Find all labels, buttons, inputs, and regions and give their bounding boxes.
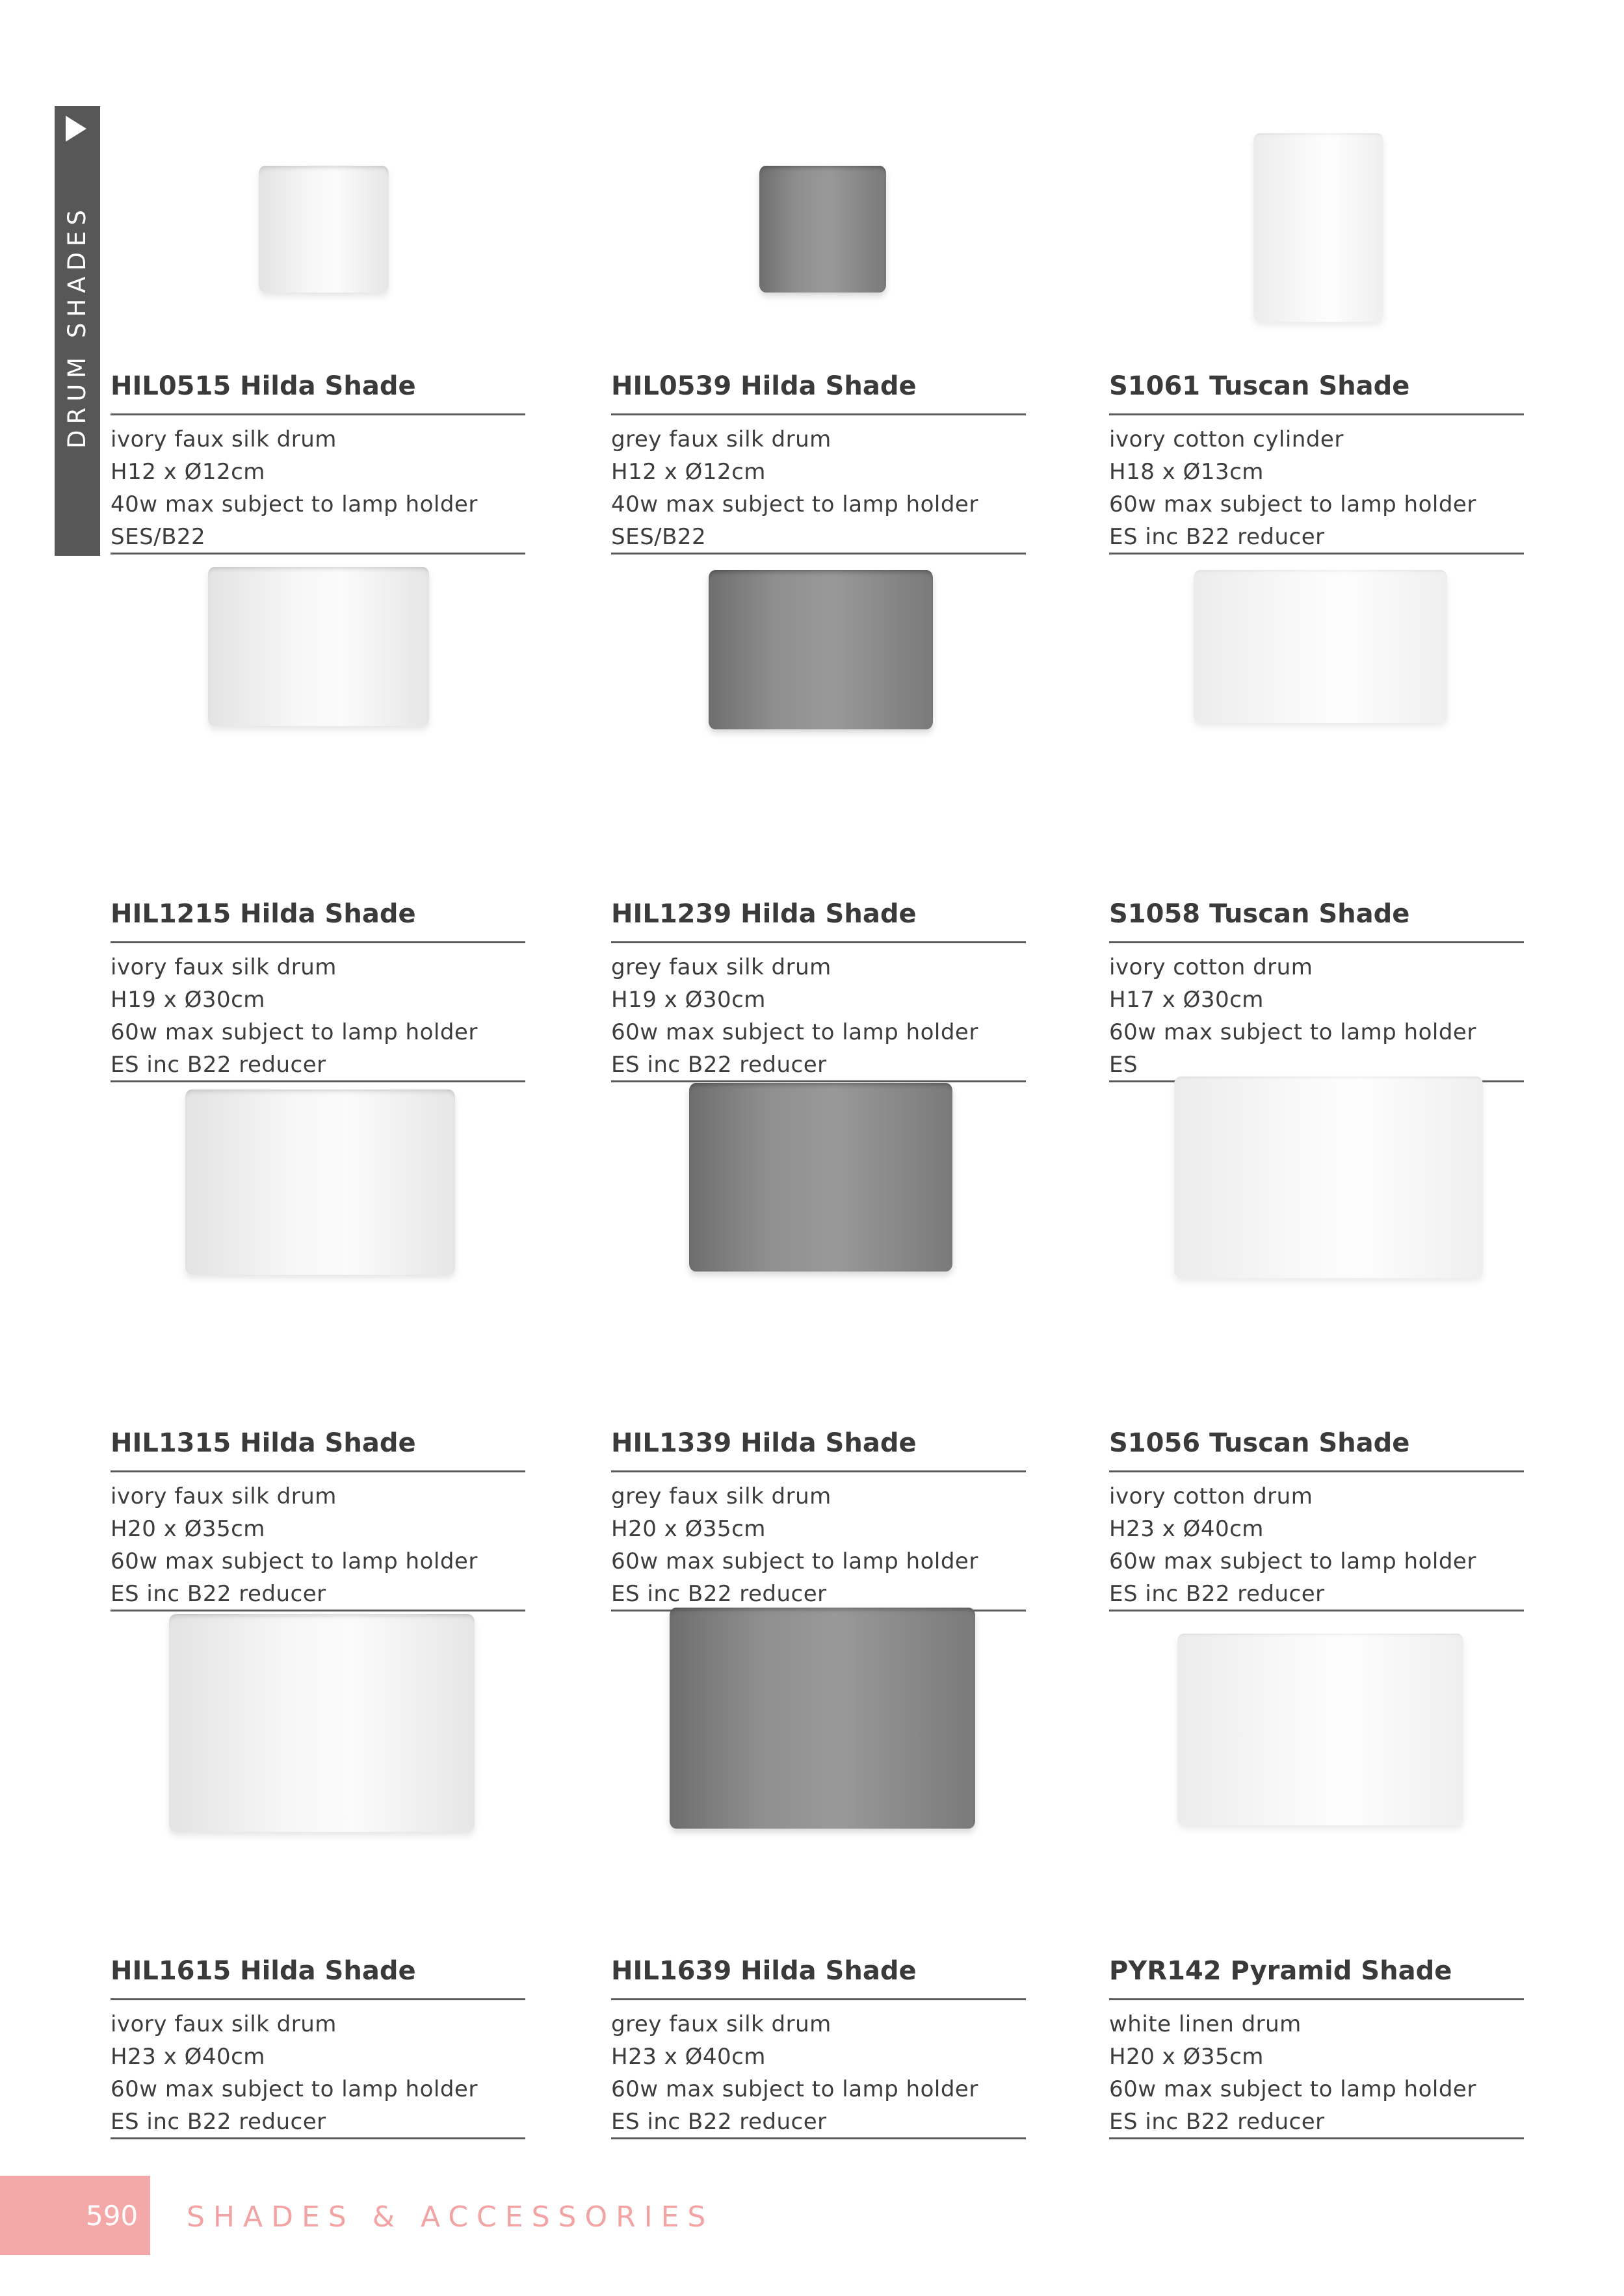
spec-bottom-divider xyxy=(1109,2137,1524,2139)
product-image xyxy=(169,1614,475,1832)
product-title: HIL1239 Hilda Shade xyxy=(611,899,917,929)
product-spec-line: grey faux silk drum xyxy=(611,426,832,452)
spec-bottom-divider xyxy=(611,2137,1026,2139)
title-divider xyxy=(611,1470,1026,1472)
product-image xyxy=(1174,1076,1483,1278)
product-spec-line: ES inc B22 reducer xyxy=(111,1581,326,1607)
product-image xyxy=(709,570,933,729)
product-spec-line: ES inc B22 reducer xyxy=(1109,1581,1325,1607)
spec-bottom-divider xyxy=(611,553,1026,554)
title-divider xyxy=(1109,413,1524,415)
product-spec-line: ivory cotton cylinder xyxy=(1109,426,1344,452)
product-spec-line: 60w max subject to lamp holder xyxy=(111,1019,478,1045)
product-spec-line: ivory faux silk drum xyxy=(111,2011,337,2037)
section-footer-title: SHADES & ACCESSORIES xyxy=(187,2200,714,2234)
product-image xyxy=(1177,1634,1463,1825)
product-spec-line: H23 x Ø40cm xyxy=(111,2044,265,2070)
title-divider xyxy=(111,1998,525,2000)
product-spec-line: H23 x Ø40cm xyxy=(1109,1516,1264,1542)
product-title: HIL1315 Hilda Shade xyxy=(111,1428,416,1458)
product-spec-line: ivory faux silk drum xyxy=(111,954,337,980)
product-spec-line: H20 x Ø35cm xyxy=(611,1516,766,1542)
product-spec-line: grey faux silk drum xyxy=(611,1483,832,1509)
product-spec-line: 40w max subject to lamp holder xyxy=(611,491,978,517)
spec-bottom-divider xyxy=(111,553,525,554)
title-divider xyxy=(111,413,525,415)
spec-bottom-divider xyxy=(111,2137,525,2139)
product-spec-line: H19 x Ø30cm xyxy=(611,987,766,1013)
product-spec-line: white linen drum xyxy=(1109,2011,1302,2037)
product-image xyxy=(259,166,389,293)
product-title: HIL1639 Hilda Shade xyxy=(611,1956,917,1986)
product-spec-line: ES inc B22 reducer xyxy=(111,1052,326,1078)
product-title: PYR142 Pyramid Shade xyxy=(1109,1956,1452,1986)
product-image xyxy=(670,1608,975,1829)
product-image xyxy=(185,1089,455,1275)
product-image xyxy=(759,166,886,293)
product-spec-line: ES xyxy=(1109,1052,1138,1078)
product-image xyxy=(1253,133,1383,322)
spec-bottom-divider xyxy=(1109,553,1524,554)
product-spec-line: H12 x Ø12cm xyxy=(611,459,766,485)
product-spec-line: ES inc B22 reducer xyxy=(611,1052,827,1078)
product-spec-line: 60w max subject to lamp holder xyxy=(111,2076,478,2102)
product-title: HIL1339 Hilda Shade xyxy=(611,1428,917,1458)
product-spec-line: 60w max subject to lamp holder xyxy=(111,1548,478,1574)
page-number: 590 xyxy=(86,2200,138,2232)
product-title: S1058 Tuscan Shade xyxy=(1109,899,1410,929)
product-spec-line: 60w max subject to lamp holder xyxy=(1109,491,1476,517)
spec-bottom-divider xyxy=(1109,1610,1524,1611)
product-spec-line: grey faux silk drum xyxy=(611,954,832,980)
product-spec-line: ES inc B22 reducer xyxy=(111,2109,326,2135)
product-spec-line: H12 x Ø12cm xyxy=(111,459,265,485)
spec-bottom-divider xyxy=(611,1080,1026,1082)
product-spec-line: H19 x Ø30cm xyxy=(111,987,265,1013)
triangle-right-icon xyxy=(66,116,86,142)
product-spec-line: ES inc B22 reducer xyxy=(1109,524,1325,550)
product-spec-line: ivory cotton drum xyxy=(1109,1483,1313,1509)
product-image xyxy=(1194,570,1447,723)
title-divider xyxy=(1109,941,1524,943)
product-spec-line: ES inc B22 reducer xyxy=(1109,2109,1325,2135)
product-spec-line: H23 x Ø40cm xyxy=(611,2044,766,2070)
product-spec-line: 40w max subject to lamp holder xyxy=(111,491,478,517)
title-divider xyxy=(611,941,1026,943)
spec-bottom-divider xyxy=(111,1610,525,1611)
product-spec-line: 60w max subject to lamp holder xyxy=(1109,1019,1476,1045)
title-divider xyxy=(611,1998,1026,2000)
title-divider xyxy=(1109,1998,1524,2000)
product-image xyxy=(208,567,429,726)
product-title: S1061 Tuscan Shade xyxy=(1109,371,1410,401)
product-spec-line: H20 x Ø35cm xyxy=(1109,2044,1264,2070)
product-title: HIL1215 Hilda Shade xyxy=(111,899,416,929)
section-side-label: DRUM SHADES xyxy=(63,204,91,449)
product-spec-line: ES inc B22 reducer xyxy=(611,2109,827,2135)
product-spec-line: ivory faux silk drum xyxy=(111,426,337,452)
product-spec-line: SES/B22 xyxy=(111,524,206,550)
product-spec-line: H18 x Ø13cm xyxy=(1109,459,1264,485)
product-spec-line: H17 x Ø30cm xyxy=(1109,987,1264,1013)
product-title: HIL0515 Hilda Shade xyxy=(111,371,416,401)
product-spec-line: ES inc B22 reducer xyxy=(611,1581,827,1607)
product-spec-line: H20 x Ø35cm xyxy=(111,1516,265,1542)
product-title: S1056 Tuscan Shade xyxy=(1109,1428,1410,1458)
product-title: HIL1615 Hilda Shade xyxy=(111,1956,416,1986)
product-spec-line: grey faux silk drum xyxy=(611,2011,832,2037)
product-spec-line: ivory faux silk drum xyxy=(111,1483,337,1509)
title-divider xyxy=(1109,1470,1524,1472)
product-title: HIL0539 Hilda Shade xyxy=(611,371,917,401)
product-spec-line: SES/B22 xyxy=(611,524,707,550)
product-spec-line: ivory cotton drum xyxy=(1109,954,1313,980)
product-spec-line: 60w max subject to lamp holder xyxy=(611,1548,978,1574)
product-spec-line: 60w max subject to lamp holder xyxy=(611,1019,978,1045)
spec-bottom-divider xyxy=(111,1080,525,1082)
product-spec-line: 60w max subject to lamp holder xyxy=(1109,2076,1476,2102)
title-divider xyxy=(111,941,525,943)
product-spec-line: 60w max subject to lamp holder xyxy=(1109,1548,1476,1574)
title-divider xyxy=(111,1470,525,1472)
product-image xyxy=(689,1083,952,1272)
title-divider xyxy=(611,413,1026,415)
product-spec-line: 60w max subject to lamp holder xyxy=(611,2076,978,2102)
